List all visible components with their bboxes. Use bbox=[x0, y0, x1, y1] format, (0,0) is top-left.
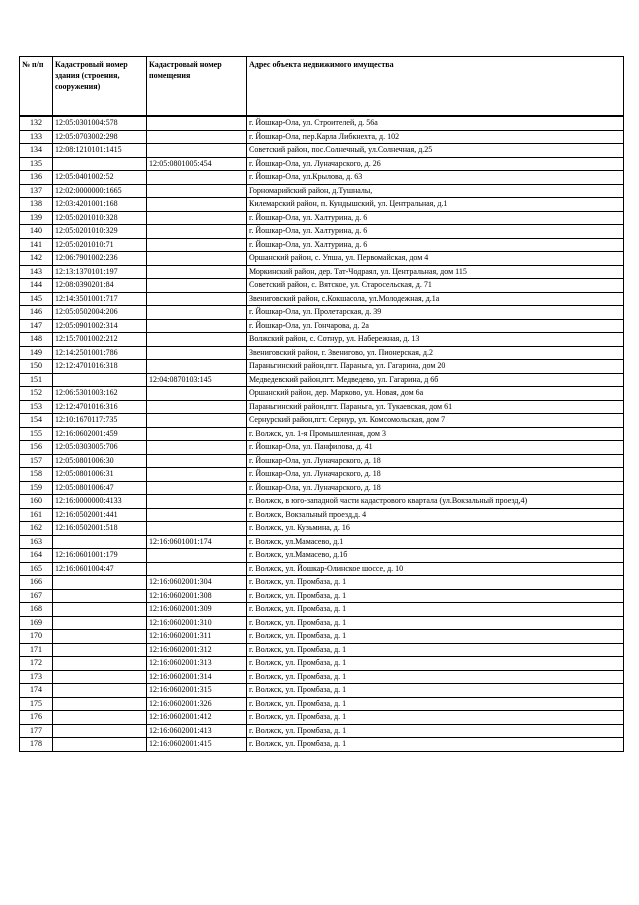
premises-cadastral-number bbox=[147, 333, 247, 347]
table-row bbox=[20, 670, 624, 684]
building-cadastral-number: 12:16:0000000:4133 bbox=[53, 495, 147, 509]
premises-cadastral-number bbox=[147, 211, 247, 225]
premises-cadastral-number: 12:16:0602001:304 bbox=[147, 576, 247, 590]
building-cadastral-number: 12:08:0390201:84 bbox=[53, 279, 147, 293]
address: г. Волжск, ул. Промбаза, д. 1 bbox=[247, 616, 624, 630]
premises-cadastral-number bbox=[147, 292, 247, 306]
building-cadastral-number: 12:16:0601001:179 bbox=[53, 549, 147, 563]
row-num: 144 bbox=[20, 279, 53, 293]
address: г. Йошкар-Ола, ул. Гончарова, д. 2а bbox=[247, 319, 624, 333]
premises-cadastral-number: 12:16:0602001:413 bbox=[147, 724, 247, 738]
row-num: 135 bbox=[20, 157, 53, 171]
address: Медведевский район,пгт. Медведево, ул. Гагарина, д 6б bbox=[247, 373, 624, 387]
address: г. Волжск, ул. Йошкар-Олинское шоссе, д. 10 bbox=[247, 562, 624, 576]
table-header bbox=[20, 57, 624, 117]
row-num: 170 bbox=[20, 630, 53, 644]
row-num: 172 bbox=[20, 657, 53, 671]
address: Параньгинский район,пгт. Параньга, ул. Тукаевская, дом 61 bbox=[247, 400, 624, 414]
premises-cadastral-number bbox=[147, 360, 247, 374]
table-row bbox=[20, 508, 624, 522]
table-row bbox=[20, 117, 624, 131]
address: Оршанский район, дер. Марково, ул. Новая, дом 6а bbox=[247, 387, 624, 401]
building-cadastral-number: 12:03:4201001:168 bbox=[53, 198, 147, 212]
premises-cadastral-number bbox=[147, 319, 247, 333]
row-num: 155 bbox=[20, 427, 53, 441]
table-row bbox=[20, 522, 624, 536]
address: г. Йошкар-Ола, ул. Луначарского, д. 26 bbox=[247, 157, 624, 171]
row-num: 148 bbox=[20, 333, 53, 347]
premises-cadastral-number bbox=[147, 265, 247, 279]
building-cadastral-number: 12:12:4701016:318 bbox=[53, 360, 147, 374]
table-row bbox=[20, 211, 624, 225]
address: Моркинский район, дер. Тат-Чодраял, ул. Центральная, дом 115 bbox=[247, 265, 624, 279]
table-row bbox=[20, 130, 624, 144]
row-num: 145 bbox=[20, 292, 53, 306]
address: г. Волжск, ул. Промбаза, д. 1 bbox=[247, 589, 624, 603]
premises-cadastral-number: 12:16:0602001:315 bbox=[147, 684, 247, 698]
building-cadastral-number bbox=[53, 724, 147, 738]
table-row bbox=[20, 360, 624, 374]
building-cadastral-number bbox=[53, 576, 147, 590]
table-row bbox=[20, 562, 624, 576]
table-row bbox=[20, 292, 624, 306]
row-num: 178 bbox=[20, 738, 53, 752]
row-num: 177 bbox=[20, 724, 53, 738]
address: Советский район, пос.Солнечный, ул.Солнечная, д.25 bbox=[247, 144, 624, 158]
building-cadastral-number: 12:06:5301003:162 bbox=[53, 387, 147, 401]
building-cadastral-number: 12:05:0901002:314 bbox=[53, 319, 147, 333]
building-cadastral-number bbox=[53, 616, 147, 630]
table-row bbox=[20, 576, 624, 590]
address: г. Волжск, ул. Промбаза, д. 1 bbox=[247, 684, 624, 698]
address: г. Йошкар-Ола, ул. Луначарского, д. 18 bbox=[247, 481, 624, 495]
table-row bbox=[20, 643, 624, 657]
header-premises-cadastral: Кадастровый номер помещения bbox=[147, 57, 247, 116]
address: г. Волжск, ул.Мамасево, д.1б bbox=[247, 549, 624, 563]
row-num: 176 bbox=[20, 711, 53, 725]
row-num: 147 bbox=[20, 319, 53, 333]
table-row bbox=[20, 184, 624, 198]
premises-cadastral-number bbox=[147, 238, 247, 252]
premises-cadastral-number: 12:16:0602001:312 bbox=[147, 643, 247, 657]
row-num: 158 bbox=[20, 468, 53, 482]
premises-cadastral-number: 12:04:0870103:145 bbox=[147, 373, 247, 387]
premises-cadastral-number: 12:16:0602001:412 bbox=[147, 711, 247, 725]
building-cadastral-number bbox=[53, 630, 147, 644]
premises-cadastral-number bbox=[147, 495, 247, 509]
property-registry-table bbox=[19, 56, 624, 752]
row-num: 138 bbox=[20, 198, 53, 212]
row-num: 152 bbox=[20, 387, 53, 401]
premises-cadastral-number bbox=[147, 198, 247, 212]
building-cadastral-number: 12:16:0502001:518 bbox=[53, 522, 147, 536]
premises-cadastral-number bbox=[147, 400, 247, 414]
header-row bbox=[20, 57, 624, 116]
header-address: Адрес объекта недвижимого имущества bbox=[247, 57, 624, 116]
row-num: 142 bbox=[20, 252, 53, 266]
table-row bbox=[20, 306, 624, 320]
table-row bbox=[20, 454, 624, 468]
table-row bbox=[20, 657, 624, 671]
table-row bbox=[20, 157, 624, 171]
address: г. Волжск, ул. Промбаза, д. 1 bbox=[247, 724, 624, 738]
building-cadastral-number bbox=[53, 738, 147, 752]
premises-cadastral-number bbox=[147, 427, 247, 441]
address: г. Йошкар-Ола, ул. Халтурина, д. 6 bbox=[247, 225, 624, 239]
building-cadastral-number: 12:05:0301004:578 bbox=[53, 117, 147, 131]
building-cadastral-number bbox=[53, 157, 147, 171]
row-num: 140 bbox=[20, 225, 53, 239]
row-num: 137 bbox=[20, 184, 53, 198]
row-num: 167 bbox=[20, 589, 53, 603]
premises-cadastral-number: 12:16:0602001:309 bbox=[147, 603, 247, 617]
address: Килемарский район, п. Кундышский, ул. Центральная, д.1 bbox=[247, 198, 624, 212]
address: Сернурский район,пгт. Сернур, ул. Комсомольская, дом 7 bbox=[247, 414, 624, 428]
address: г. Волжск, ул. Промбаза, д. 1 bbox=[247, 643, 624, 657]
table-row bbox=[20, 144, 624, 158]
building-cadastral-number bbox=[53, 535, 147, 549]
table-row bbox=[20, 387, 624, 401]
building-cadastral-number: 12:06:7901002:236 bbox=[53, 252, 147, 266]
address: г. Волжск, ул. Промбаза, д. 1 bbox=[247, 670, 624, 684]
row-num: 166 bbox=[20, 576, 53, 590]
table-row bbox=[20, 265, 624, 279]
row-num: 174 bbox=[20, 684, 53, 698]
table-row bbox=[20, 697, 624, 711]
premises-cadastral-number bbox=[147, 387, 247, 401]
address: г. Волжск, ул. Промбаза, д. 1 bbox=[247, 576, 624, 590]
building-cadastral-number bbox=[53, 711, 147, 725]
premises-cadastral-number bbox=[147, 441, 247, 455]
table-row bbox=[20, 225, 624, 239]
premises-cadastral-number: 12:16:0602001:310 bbox=[147, 616, 247, 630]
row-num: 171 bbox=[20, 643, 53, 657]
table-row bbox=[20, 346, 624, 360]
address: г. Волжск, ул. 1-я Промышленная, дом 3 bbox=[247, 427, 624, 441]
premises-cadastral-number: 12:16:0602001:311 bbox=[147, 630, 247, 644]
address: г. Йошкар-Ола, ул. Халтурина, д. 6 bbox=[247, 211, 624, 225]
address: Оршанский район, с. Упша, ул. Первомайская, дом 4 bbox=[247, 252, 624, 266]
row-num: 141 bbox=[20, 238, 53, 252]
premises-cadastral-number bbox=[147, 306, 247, 320]
address: Звениговский район, с.Кокшасола, ул.Молодежная, д.1а bbox=[247, 292, 624, 306]
address: г. Йошкар-Ола, ул. Луначарского, д. 18 bbox=[247, 468, 624, 482]
table-row bbox=[20, 495, 624, 509]
building-cadastral-number: 12:05:0201010:329 bbox=[53, 225, 147, 239]
building-cadastral-number bbox=[53, 643, 147, 657]
premises-cadastral-number bbox=[147, 549, 247, 563]
row-num: 157 bbox=[20, 454, 53, 468]
table-row bbox=[20, 549, 624, 563]
building-cadastral-number: 12:05:0201010:328 bbox=[53, 211, 147, 225]
premises-cadastral-number bbox=[147, 252, 247, 266]
premises-cadastral-number bbox=[147, 468, 247, 482]
table-row bbox=[20, 441, 624, 455]
table-row bbox=[20, 198, 624, 212]
table-row bbox=[20, 603, 624, 617]
premises-cadastral-number: 12:05:0801005:454 bbox=[147, 157, 247, 171]
table-row bbox=[20, 427, 624, 441]
address: г. Йошкар-Ола, ул. Панфилова, д. 41 bbox=[247, 441, 624, 455]
row-num: 163 bbox=[20, 535, 53, 549]
table-row bbox=[20, 252, 624, 266]
table-row bbox=[20, 238, 624, 252]
premises-cadastral-number bbox=[147, 171, 247, 185]
premises-cadastral-number: 12:16:0602001:308 bbox=[147, 589, 247, 603]
building-cadastral-number bbox=[53, 373, 147, 387]
table-row bbox=[20, 535, 624, 549]
address: г. Йошкар-Ола, ул. Пролетарская, д. 39 bbox=[247, 306, 624, 320]
address: г. Волжск, ул. Промбаза, д. 1 bbox=[247, 603, 624, 617]
building-cadastral-number bbox=[53, 670, 147, 684]
premises-cadastral-number: 12:16:0602001:314 bbox=[147, 670, 247, 684]
address: Звениговский район, г. Звенигово, ул. Пионерская, д.2 bbox=[247, 346, 624, 360]
row-num: 139 bbox=[20, 211, 53, 225]
table-row bbox=[20, 279, 624, 293]
premises-cadastral-number bbox=[147, 522, 247, 536]
premises-cadastral-number: 12:16:0602001:326 bbox=[147, 697, 247, 711]
building-cadastral-number bbox=[53, 684, 147, 698]
building-cadastral-number: 12:05:0303005:706 bbox=[53, 441, 147, 455]
row-num: 169 bbox=[20, 616, 53, 630]
table-row bbox=[20, 481, 624, 495]
premises-cadastral-number: 12:16:0601001:174 bbox=[147, 535, 247, 549]
table-body bbox=[20, 117, 624, 752]
address: г. Волжск, ул. Кузьмина, д. 16 bbox=[247, 522, 624, 536]
building-cadastral-number: 12:05:0201010:71 bbox=[53, 238, 147, 252]
premises-cadastral-number bbox=[147, 117, 247, 131]
row-num: 161 bbox=[20, 508, 53, 522]
table-row bbox=[20, 400, 624, 414]
row-num: 146 bbox=[20, 306, 53, 320]
building-cadastral-number: 12:14:3501001:717 bbox=[53, 292, 147, 306]
row-num: 175 bbox=[20, 697, 53, 711]
row-num: 165 bbox=[20, 562, 53, 576]
building-cadastral-number: 12:05:0401002:52 bbox=[53, 171, 147, 185]
address: г. Волжск, ул. Промбаза, д. 1 bbox=[247, 711, 624, 725]
row-num: 134 bbox=[20, 144, 53, 158]
building-cadastral-number: 12:02:0000000:1665 bbox=[53, 184, 147, 198]
address: г. Йошкар-Ола, пер.Карла Либкнехта, д. 102 bbox=[247, 130, 624, 144]
premises-cadastral-number bbox=[147, 454, 247, 468]
table-row bbox=[20, 171, 624, 185]
row-num: 149 bbox=[20, 346, 53, 360]
address: г. Йошкар-Ола, ул. Халтурина, д. 6 bbox=[247, 238, 624, 252]
table-row bbox=[20, 373, 624, 387]
table-row bbox=[20, 711, 624, 725]
building-cadastral-number bbox=[53, 657, 147, 671]
building-cadastral-number: 12:15:7001002:212 bbox=[53, 333, 147, 347]
table-row bbox=[20, 468, 624, 482]
table-row bbox=[20, 616, 624, 630]
table-row bbox=[20, 333, 624, 347]
table-row bbox=[20, 589, 624, 603]
row-num: 133 bbox=[20, 130, 53, 144]
row-num: 150 bbox=[20, 360, 53, 374]
premises-cadastral-number bbox=[147, 414, 247, 428]
building-cadastral-number: 12:10:1670117:735 bbox=[53, 414, 147, 428]
table-row bbox=[20, 414, 624, 428]
building-cadastral-number bbox=[53, 697, 147, 711]
premises-cadastral-number bbox=[147, 130, 247, 144]
row-num: 132 bbox=[20, 117, 53, 131]
address: г. Йошкар-Ола, ул. Луначарского, д. 18 bbox=[247, 454, 624, 468]
premises-cadastral-number bbox=[147, 346, 247, 360]
premises-cadastral-number bbox=[147, 562, 247, 576]
premises-cadastral-number: 12:16:0602001:415 bbox=[147, 738, 247, 752]
table-row bbox=[20, 630, 624, 644]
row-num: 160 bbox=[20, 495, 53, 509]
address: г. Волжск, ул. Промбаза, д. 1 bbox=[247, 630, 624, 644]
building-cadastral-number: 12:16:0601004:47 bbox=[53, 562, 147, 576]
address: г. Йошкар-Ола, ул. Строителей, д. 56а bbox=[247, 117, 624, 131]
address: г. Волжск, ул. Промбаза, д. 1 bbox=[247, 697, 624, 711]
building-cadastral-number: 12:16:0602001:459 bbox=[53, 427, 147, 441]
row-num: 159 bbox=[20, 481, 53, 495]
table-row bbox=[20, 738, 624, 752]
table-row bbox=[20, 724, 624, 738]
building-cadastral-number: 12:05:0801006:47 bbox=[53, 481, 147, 495]
premises-cadastral-number bbox=[147, 144, 247, 158]
address: г. Волжск, Вокзальный проезд,д. 4 bbox=[247, 508, 624, 522]
premises-cadastral-number: 12:16:0602001:313 bbox=[147, 657, 247, 671]
row-num: 173 bbox=[20, 670, 53, 684]
building-cadastral-number: 12:16:0502001:441 bbox=[53, 508, 147, 522]
building-cadastral-number: 12:14:2501001:786 bbox=[53, 346, 147, 360]
row-num: 156 bbox=[20, 441, 53, 455]
address: г. Йошкар-Ола, ул.Крылова, д. 63 bbox=[247, 171, 624, 185]
address: Волжский район, с. Сотнур, ул. Набережная, д. 13 bbox=[247, 333, 624, 347]
building-cadastral-number bbox=[53, 603, 147, 617]
premises-cadastral-number bbox=[147, 225, 247, 239]
row-num: 143 bbox=[20, 265, 53, 279]
building-cadastral-number: 12:05:0502004:206 bbox=[53, 306, 147, 320]
header-building-cadastral: Кадастровый номер здания (строения, сооружения) bbox=[53, 57, 147, 116]
address: г. Волжск, ул.Мамасево, д.1 bbox=[247, 535, 624, 549]
row-num: 168 bbox=[20, 603, 53, 617]
premises-cadastral-number bbox=[147, 279, 247, 293]
table-row bbox=[20, 319, 624, 333]
premises-cadastral-number bbox=[147, 184, 247, 198]
building-cadastral-number: 12:12:4701016:316 bbox=[53, 400, 147, 414]
premises-cadastral-number bbox=[147, 481, 247, 495]
address: Параньгинский район,пгт. Параньга, ул. Гагарина, дом 20 bbox=[247, 360, 624, 374]
building-cadastral-number: 12:08:1210101:1415 bbox=[53, 144, 147, 158]
building-cadastral-number: 12:13:1370101:197 bbox=[53, 265, 147, 279]
building-cadastral-number bbox=[53, 589, 147, 603]
address: Горномарийский район, д.Тушналы, bbox=[247, 184, 624, 198]
address: г. Волжск, ул. Промбаза, д. 1 bbox=[247, 657, 624, 671]
row-num: 153 bbox=[20, 400, 53, 414]
premises-cadastral-number bbox=[147, 508, 247, 522]
header-num: № п/п bbox=[20, 57, 53, 116]
address: г. Волжск, ул. Промбаза, д. 1 bbox=[247, 738, 624, 752]
row-num: 154 bbox=[20, 414, 53, 428]
building-cadastral-number: 12:05:0703002:298 bbox=[53, 130, 147, 144]
table-row bbox=[20, 684, 624, 698]
row-num: 164 bbox=[20, 549, 53, 563]
building-cadastral-number: 12:05:0801006:31 bbox=[53, 468, 147, 482]
address: г. Волжск, в юго-западной части кадастрового квартала (ул.Вокзальный проезд,4) bbox=[247, 495, 624, 509]
address: Советский район, с. Вятское, ул. Старосельская, д. 71 bbox=[247, 279, 624, 293]
building-cadastral-number: 12:05:0801006:30 bbox=[53, 454, 147, 468]
row-num: 136 bbox=[20, 171, 53, 185]
row-num: 151 bbox=[20, 373, 53, 387]
row-num: 162 bbox=[20, 522, 53, 536]
